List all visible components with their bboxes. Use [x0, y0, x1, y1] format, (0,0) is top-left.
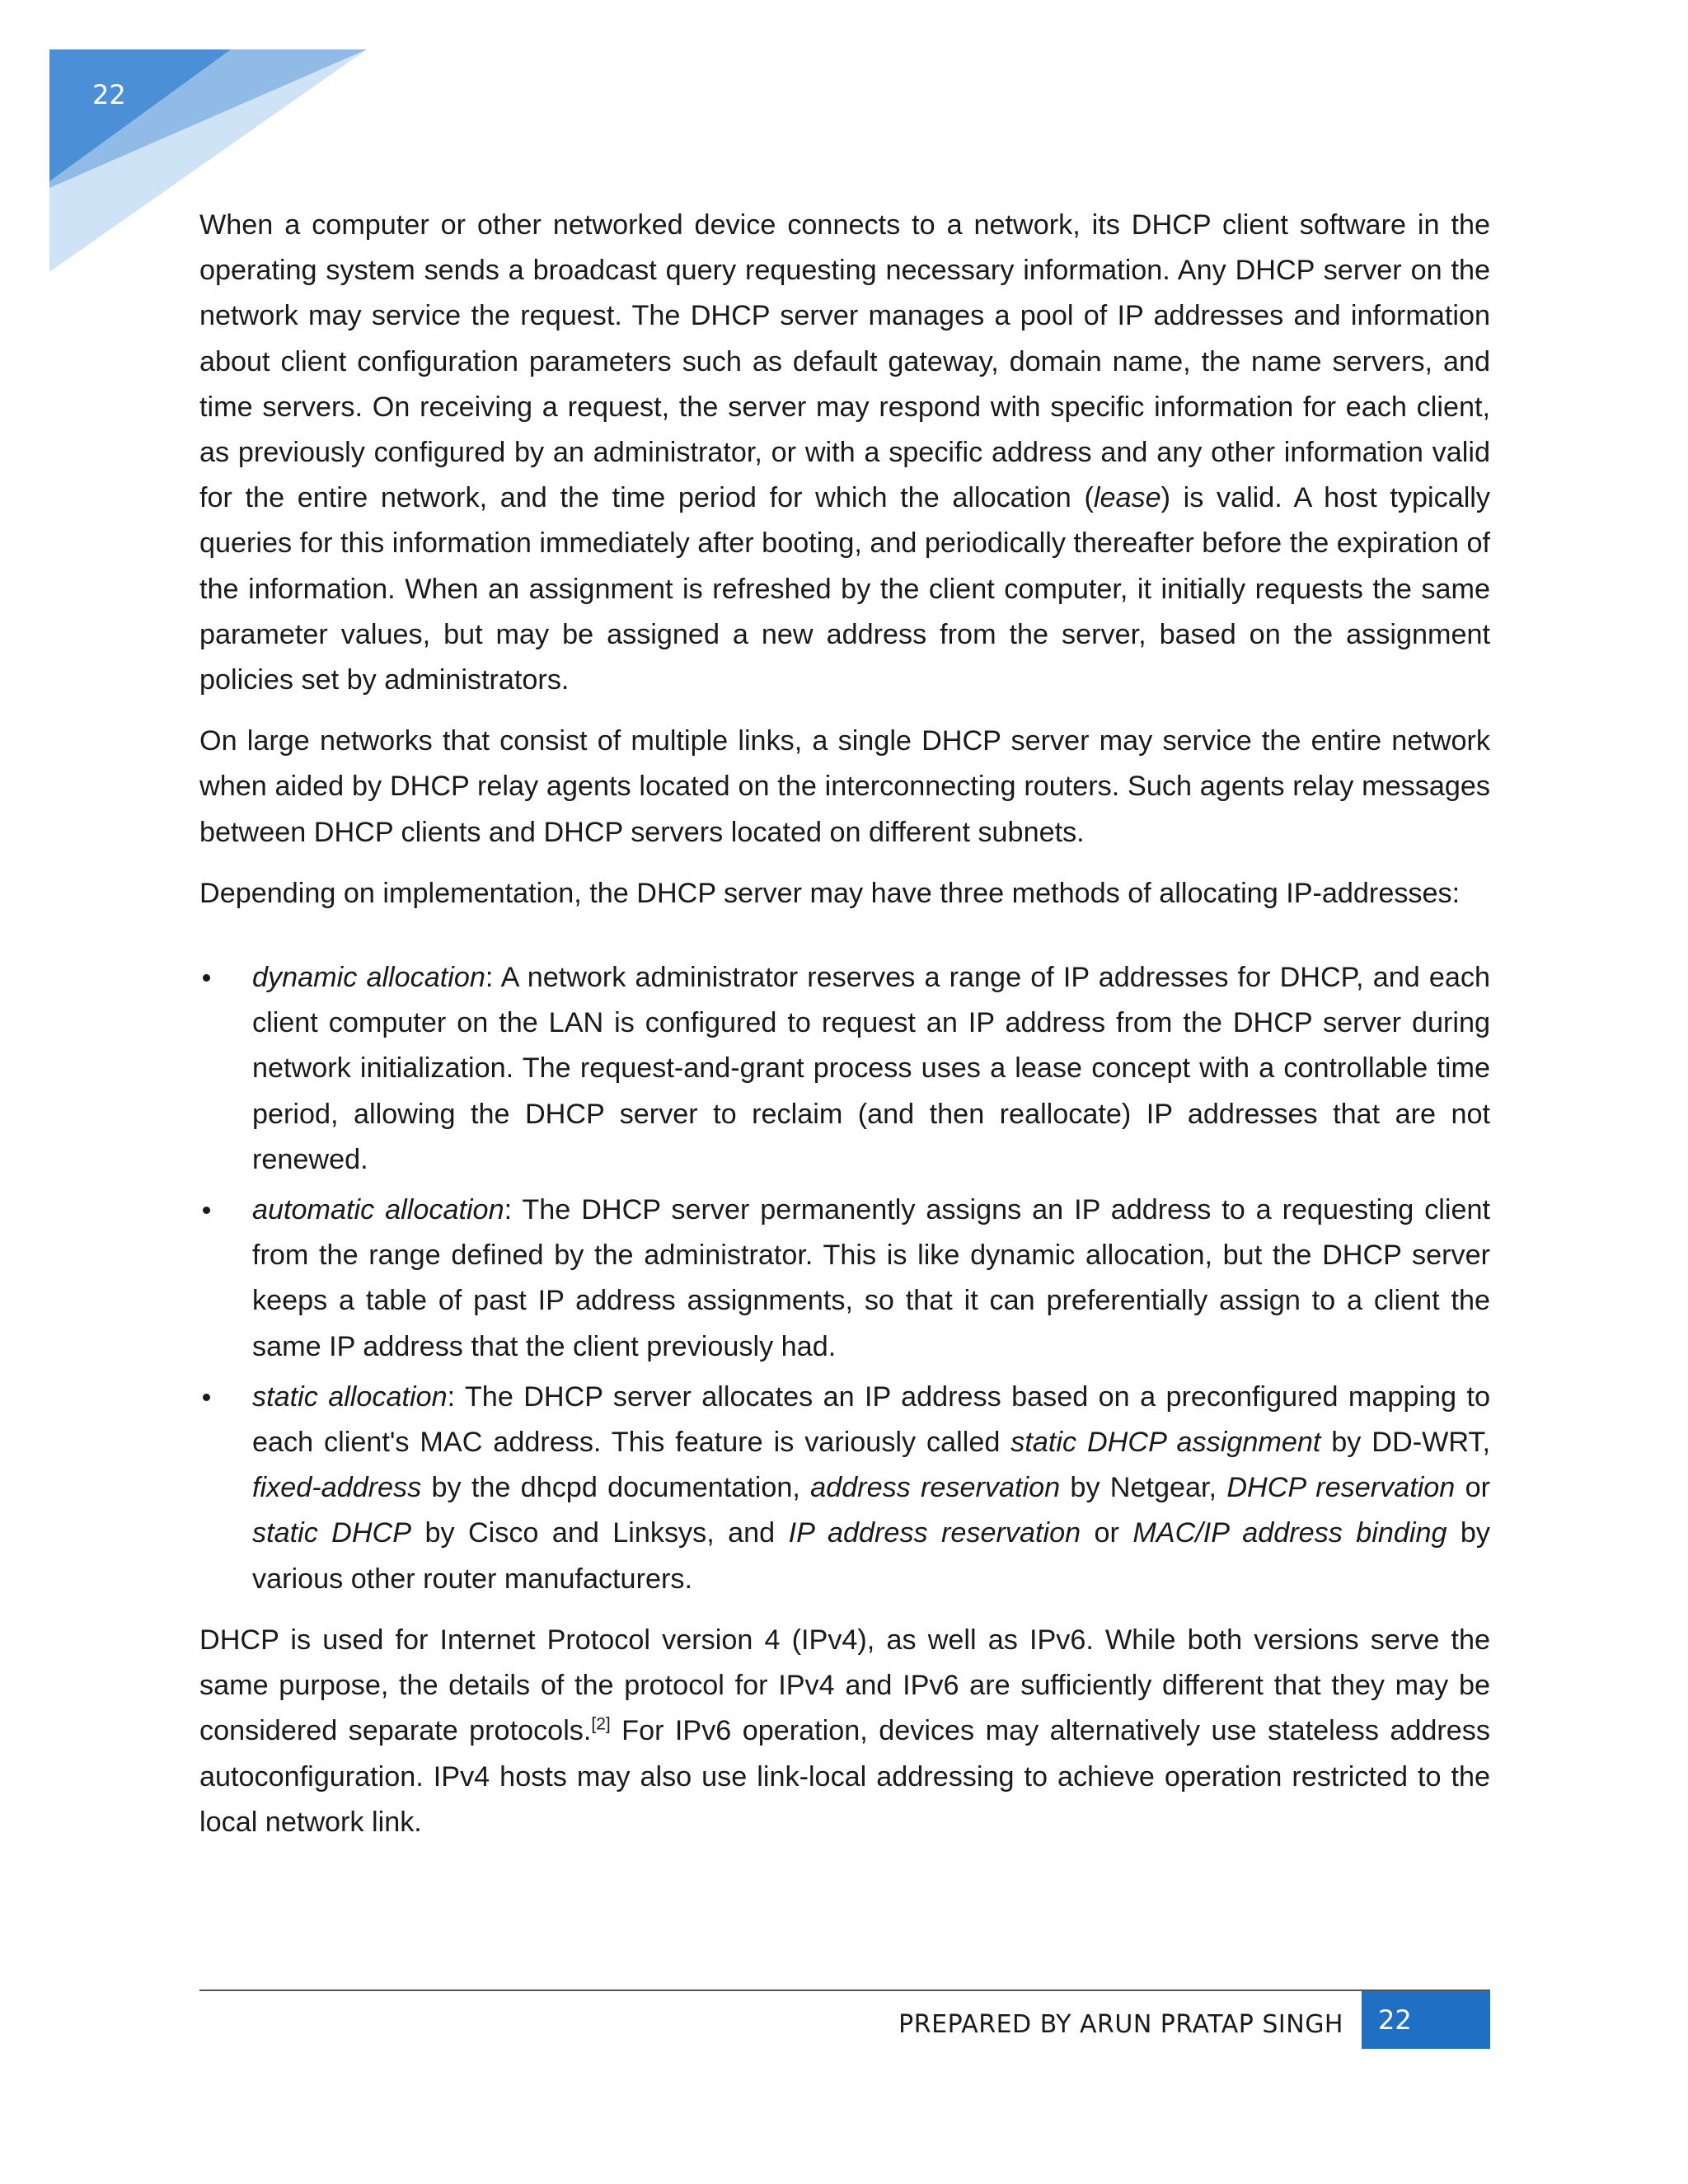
list-item-dynamic-allocation: dynamic allocation: A network administrator reserves a range of IP addresses for DHCP, and each client computer on the LAN is configured to request an IP address from the DHCP server during network initialization. The request-and-grant process uses a lease concept with a controllable time period, allowing the DHCP server to reclaim (and then reallocate) IP addresses that are not renewed.: [199, 955, 1490, 1183]
paragraph-relay-agents: On large networks that consist of multiple links, a single DHCP server may service the entire network when aided by DHCP relay agents located on the interconnecting routers. Such agents relay messages between DHCP clients and DHCP servers located on different subnets.: [199, 725, 1490, 848]
footer-page-number: 22: [1362, 1991, 1490, 2049]
paragraph-dhcp-client: When a computer or other networked device connects to a network, its DHCP client software in the operating system sends a broadcast query requesting necessary information. Any DHCP server on the network may service the request. The DHCP server manages a pool of IP addresses and information about client configuration parameters such as default gateway, domain name, the name servers, and time servers. On receiving a request, the server may respond with specific information for each client, as previously configured by an administrator, or with a specific address and any other information valid for the entire network, and the time period for which the allocation (lease) is valid. A host typically queries for this information immediately after booting, and periodically thereafter before the expiration of the information. When an assignment is refreshed by the client computer, it initially requests the same parameter values, but may be assigned a new address from the server, based on the assignment policies set by administrators.: [199, 209, 1490, 696]
footer-divider: [199, 1990, 1490, 1991]
list-item-automatic-allocation: automatic allocation: The DHCP server permanently assigns an IP address to a requesting client from the range defined by the administrator. This is like dynamic allocation, but the DHCP server keeps a table of past IP address assignments, so that it can preferentially assign to a client the same IP address that the client previously had.: [199, 1188, 1490, 1370]
citation-2[interactable]: [2]: [591, 1714, 611, 1734]
paragraph-allocation-intro: Depending on implementation, the DHCP server may have three methods of allocating IP-addresses:: [199, 877, 1461, 909]
allocation-methods-list: [199, 955, 1490, 1602]
paragraph-ipv4-ipv6: DHCP is used for Internet Protocol version 4 (IPv4), as well as IPv6. While both versions serve the same purpose, the details of the protocol for IPv4 and IPv6 are sufficiently different that they may be considered separate protocols.[2] For IPv6 operation, devices may alternatively use stateless address autoconfiguration. IPv4 hosts may also use link-local addressing to achieve operation restricted to the local network link.: [199, 1624, 1490, 1838]
document-body: [199, 203, 1490, 1861]
list-item-static-allocation: static allocation: The DHCP server allocates an IP address based on a preconfigured mapping to each client's MAC address. This feature is variously called static DHCP assignment by DD-WRT, fixed-address by the dhcpd documentation, address reservation by Netgear, DHCP reservation or static DHCP by Cisco and Linksys, and IP address reservation or MAC/IP address binding by various other router manufacturers.: [199, 1375, 1490, 1602]
header-page-number: 22: [92, 79, 126, 110]
footer-prepared-by: PREPARED BY ARUN PRATAP SINGH: [898, 2010, 1343, 2039]
